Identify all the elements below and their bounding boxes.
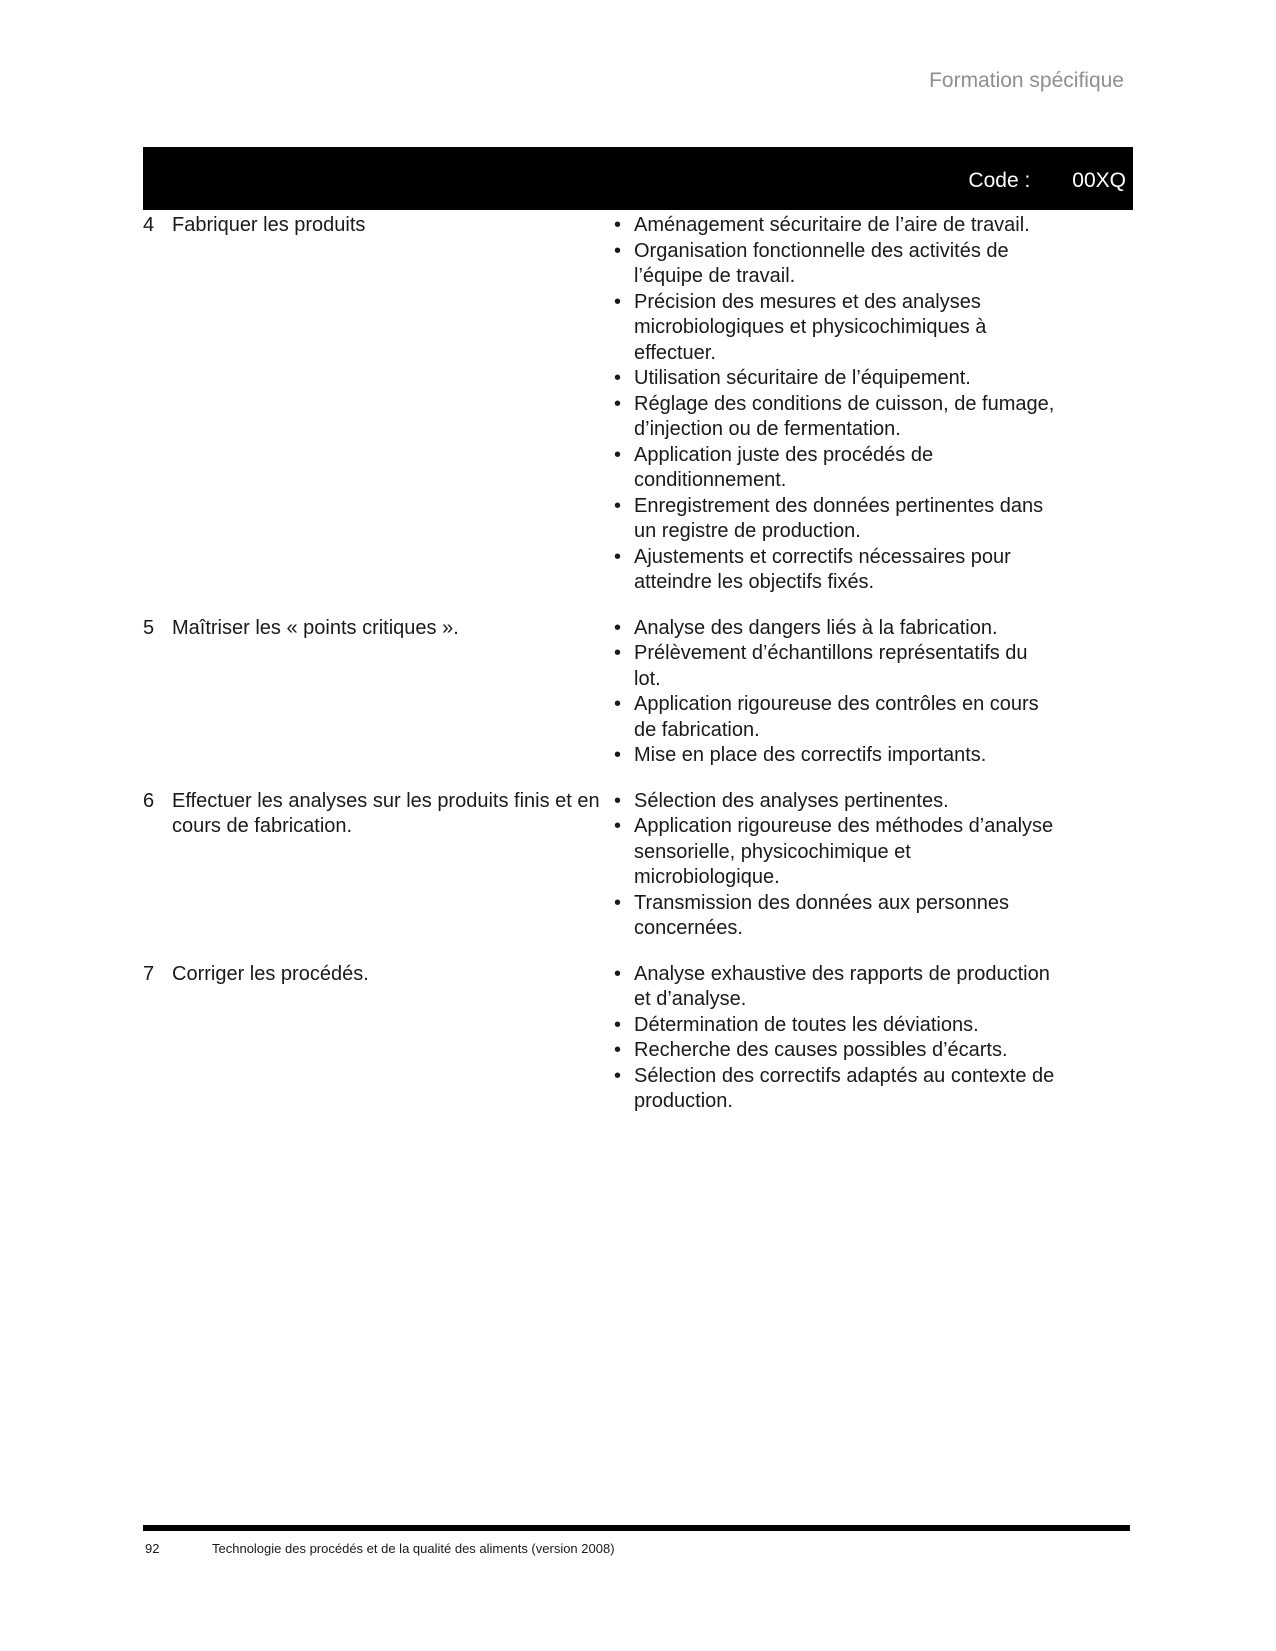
section-title: Effectuer les analyses sur les produits finis et en cours de fabrication. <box>172 789 600 837</box>
bullet-item <box>613 692 1056 743</box>
bullet-text: Sélection des correctifs adaptés au contexte de production. <box>634 1064 1055 1112</box>
bullet-item <box>613 1064 1056 1115</box>
bullet-icon: • <box>614 693 622 715</box>
running-head: Formation spécifique <box>929 69 1124 92</box>
bullet-item <box>613 213 1056 239</box>
bullet-icon: • <box>614 744 622 766</box>
bullet-icon: • <box>614 616 622 639</box>
competency-row-5 <box>143 616 1056 769</box>
bullet-icon: • <box>614 891 622 914</box>
competency-row-7 <box>143 962 1056 1115</box>
bullet-list <box>613 789 1056 942</box>
bullet-item <box>613 443 1056 494</box>
bullet-icon: • <box>614 214 622 236</box>
bullet-icon: • <box>614 545 622 568</box>
bullet-text: Mise en place des correctifs importants. <box>634 744 987 766</box>
section-title: Corriger les procédés. <box>172 962 369 985</box>
section-number: 7 <box>143 962 155 985</box>
bullet-item <box>613 1013 1056 1039</box>
bullet-icon: • <box>614 1039 622 1061</box>
bullet-list <box>613 213 1056 596</box>
bullet-text: Analyse exhaustive des rapports de production et d’analyse. <box>634 962 1050 1010</box>
footer <box>145 1541 1132 1557</box>
bullet-item <box>613 789 1056 815</box>
bullet-list <box>613 616 1056 769</box>
bullet-icon: • <box>614 815 622 837</box>
bullet-item <box>613 962 1056 1013</box>
competency-row-4 <box>143 213 1056 596</box>
bullet-icon: • <box>614 239 622 262</box>
section-number: 4 <box>143 214 155 236</box>
competency-row-6 <box>143 789 1056 942</box>
bullet-item <box>613 891 1056 942</box>
bullet-text: Aménagement sécuritaire de l’aire de travail. <box>634 214 1030 236</box>
competency-table <box>143 213 1056 1135</box>
bullet-icon: • <box>614 789 622 812</box>
bullet-text: Ajustements et correctifs nécessaires pour atteindre les objectifs fixés. <box>634 545 1011 593</box>
bullet-text: Utilisation sécuritaire de l’équipement. <box>634 367 971 389</box>
section-number: 5 <box>143 616 155 639</box>
bullet-icon: • <box>614 290 622 313</box>
bullet-text: Prélèvement d’échantillons représentatifs du lot. <box>634 642 1028 690</box>
bullet-text: Détermination de toutes les déviations. <box>634 1013 979 1036</box>
bullet-item <box>613 290 1056 367</box>
bullet-icon: • <box>614 367 622 389</box>
bullet-text: Recherche des causes possibles d’écarts. <box>634 1039 1008 1061</box>
bullet-text: Analyse des dangers liés à la fabrication. <box>634 616 998 639</box>
code-label: Code : <box>968 168 1031 192</box>
bullet-item <box>613 494 1056 545</box>
bullet-item <box>613 616 1056 642</box>
bullet-text: Sélection des analyses pertinentes. <box>634 789 949 812</box>
bullet-text: Enregistrement des données pertinentes dans un registre de production. <box>634 494 1044 542</box>
code-bar <box>143 147 1133 210</box>
section-title: Maîtriser les « points critiques ». <box>172 616 459 639</box>
bullet-text: Réglage des conditions de cuisson, de fumage, d’injection ou de fermentation. <box>634 392 1055 440</box>
bullet-item <box>613 392 1056 443</box>
bullet-text: Application rigoureuse des contrôles en cours de fabrication. <box>634 693 1039 741</box>
bullet-icon: • <box>614 494 622 517</box>
section-title: Fabriquer les produits <box>172 214 366 236</box>
bullet-icon: • <box>614 392 622 415</box>
bullet-text: Application juste des procédés de conditionnement. <box>634 443 934 491</box>
bullet-item <box>613 641 1056 692</box>
bullet-item <box>613 1038 1056 1064</box>
bullet-item <box>613 366 1056 392</box>
footer-divider <box>143 1525 1130 1531</box>
bullet-list <box>613 962 1056 1115</box>
page-number: 92 <box>145 1541 160 1556</box>
bullet-item <box>613 239 1056 290</box>
footer-title: Technologie des procédés et de la qualité des aliments (version 2008) <box>212 1541 615 1556</box>
bullet-icon: • <box>614 1013 622 1036</box>
bullet-text: Transmission des données aux personnes concernées. <box>634 891 1010 939</box>
bullet-icon: • <box>614 1064 622 1087</box>
bullet-item <box>613 743 1056 769</box>
bullet-item <box>613 545 1056 596</box>
section-number: 6 <box>143 789 155 812</box>
bullet-icon: • <box>614 642 622 664</box>
code-value: 00XQ <box>1072 168 1126 192</box>
bullet-text: Organisation fonctionnelle des activités de l’équipe de travail. <box>634 239 1009 287</box>
bullet-text: Précision des mesures et des analyses microbiologiques et physicochimiques à effectuer. <box>634 290 987 364</box>
bullet-icon: • <box>614 962 622 985</box>
bullet-item <box>613 814 1056 891</box>
bullet-icon: • <box>614 443 622 466</box>
bullet-text: Application rigoureuse des méthodes d’analyse sensorielle, physicochimique et microbiologique. <box>634 815 1054 888</box>
